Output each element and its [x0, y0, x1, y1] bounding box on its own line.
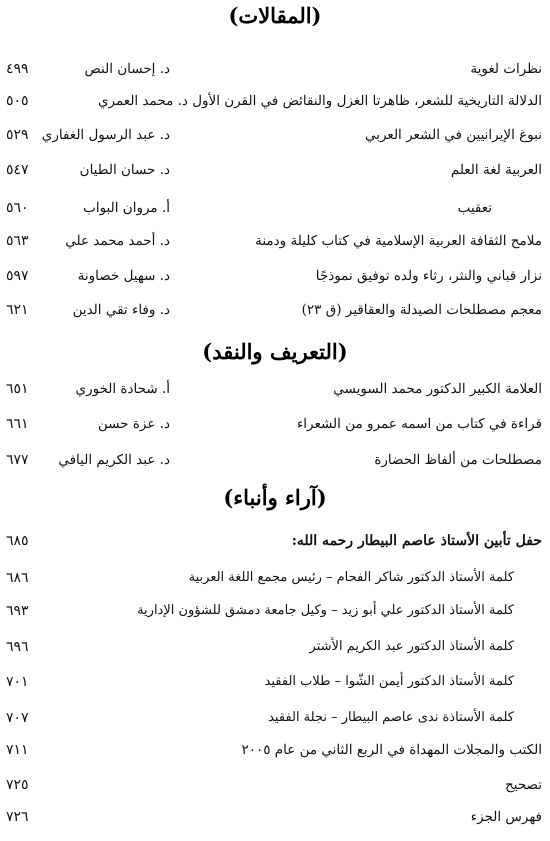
entry-page: ٥٢٩ — [6, 127, 29, 143]
entry-author: د. إحسان النص — [84, 61, 170, 77]
toc-entry — [0, 195, 550, 221]
entry-title: معجم مصطلحات الصيدلة والعقاقير (ق ٢٣) — [301, 302, 542, 318]
entry-title: العلامة الكبير الدكتور محمد السويسي — [333, 381, 542, 397]
entry-page: ٦٢١ — [6, 302, 29, 318]
entry-author: د. عبد الكريم اليافي — [58, 452, 170, 468]
entry-title: كلمة الأستاذ الدكتور أيمن الشّوا – طلاب الفقيد — [264, 674, 514, 689]
entry-author: د. أحمد محمد علي — [65, 233, 170, 249]
entry-page: ٦٥١ — [6, 381, 29, 397]
toc-entry — [0, 634, 550, 660]
entry-page: ٧٢٦ — [6, 809, 29, 825]
toc-entry — [0, 737, 550, 763]
toc-entry — [0, 263, 550, 289]
entry-author: أ. مروان البواب — [83, 200, 170, 216]
entry-title: قراءة في كتاب من اسمه عمرو من الشعراء — [296, 416, 542, 432]
entry-page: ٦٧٧ — [6, 452, 29, 468]
entry-title: الكتب والمجلات المهداة في الربع الثاني من عام ٢٠٠٥ — [241, 742, 542, 758]
entry-title: نزار قباني والنثر، رثاء ولده توفيق نموذجًا — [315, 268, 542, 284]
entry-title: كلمة الأستاذ الدكتور علي أبو زيد – وكيل جامعة دمشق للشؤون الإدارية — [137, 603, 514, 618]
toc-entry — [0, 376, 550, 402]
entry-title: تعقيب — [457, 200, 492, 216]
entry-page: ٦٦١ — [6, 416, 29, 432]
toc-entry — [0, 528, 550, 554]
section-title-review: (التعريف والنقد) — [202, 339, 348, 364]
entry-title: نبوغ الإيرانيين في الشعر العربي — [364, 127, 542, 143]
toc-entry — [0, 804, 550, 830]
toc-entry — [0, 705, 550, 731]
entry-author: أ. شحادة الخوري — [75, 381, 170, 397]
toc-entry — [0, 669, 550, 695]
entry-page: ٧١١ — [6, 742, 29, 758]
entry-title: كلمة الأستاذ الدكتور عبد الكريم الأشتر — [309, 639, 514, 654]
toc-entry — [0, 88, 550, 114]
entry-title: حفل تأبين الأستاذ عاصم البيطار رحمه الله: — [291, 533, 542, 549]
toc-entry — [0, 157, 550, 183]
entry-author: د. عزة حسن — [97, 416, 170, 432]
entry-author: د. وفاء تقي الدين — [72, 302, 170, 318]
entry-page: ٦٩٦ — [6, 639, 29, 655]
entry-page: ٦٨٦ — [6, 570, 29, 586]
entry-page: ٥٠٥ — [6, 93, 29, 109]
section-title-articles: (المقالات) — [228, 3, 322, 28]
entry-page: ٥٤٧ — [6, 162, 29, 178]
entry-title: نظرات لغوية — [470, 61, 542, 77]
toc-entry — [0, 598, 550, 624]
entry-page: ٧٠١ — [6, 674, 29, 690]
entry-page: ٥٦٠ — [6, 200, 29, 216]
entry-page: ٦٨٥ — [6, 533, 29, 549]
entry-title: كلمة الأستاذ الدكتور شاكر الفحام – رئيس مجمع اللغة العربية — [188, 570, 514, 585]
entry-title: كلمة الأستاذة ندى عاصم البيطار – نجلة الفقيد — [268, 710, 514, 725]
toc-entry — [0, 228, 550, 254]
entry-title: فهرس الجزء — [470, 809, 542, 825]
section-title-news: (آراء وأنباء) — [223, 485, 327, 510]
toc-entry — [0, 56, 550, 82]
toc-entry — [0, 447, 550, 473]
entry-page: ٧٠٧ — [6, 710, 29, 726]
toc-entry — [0, 411, 550, 437]
entry-author: د. عبد الرسول الغفاري — [41, 127, 170, 143]
entry-page: ٧٢٥ — [6, 777, 29, 793]
entry-title: ملامح الثقافة العربية الإسلامية في كتاب كليلة ودمنة — [255, 233, 542, 249]
entry-title: مصطلحات من ألفاظ الحضارة — [374, 452, 542, 468]
entry-page: ٤٩٩ — [6, 61, 29, 77]
toc-entry — [0, 297, 550, 323]
entry-title: الدلالة التاريخية للشعر، ظاهرتا الغزل والنقائض في القرن الأول د. محمد العمري — [97, 93, 542, 109]
toc-entry — [0, 122, 550, 148]
entry-author: د. حسان الطيان — [79, 162, 170, 178]
toc-entry — [0, 565, 550, 591]
toc-entry — [0, 772, 550, 798]
entry-page: ٦٩٣ — [6, 603, 29, 619]
entry-title: العربية لغة العلم — [450, 162, 542, 178]
entry-page: ٥٩٧ — [6, 268, 29, 284]
entry-page: ٥٦٣ — [6, 233, 29, 249]
entry-title: تصحيح — [505, 777, 542, 793]
entry-author: د. سهيل خصاونة — [77, 268, 170, 284]
